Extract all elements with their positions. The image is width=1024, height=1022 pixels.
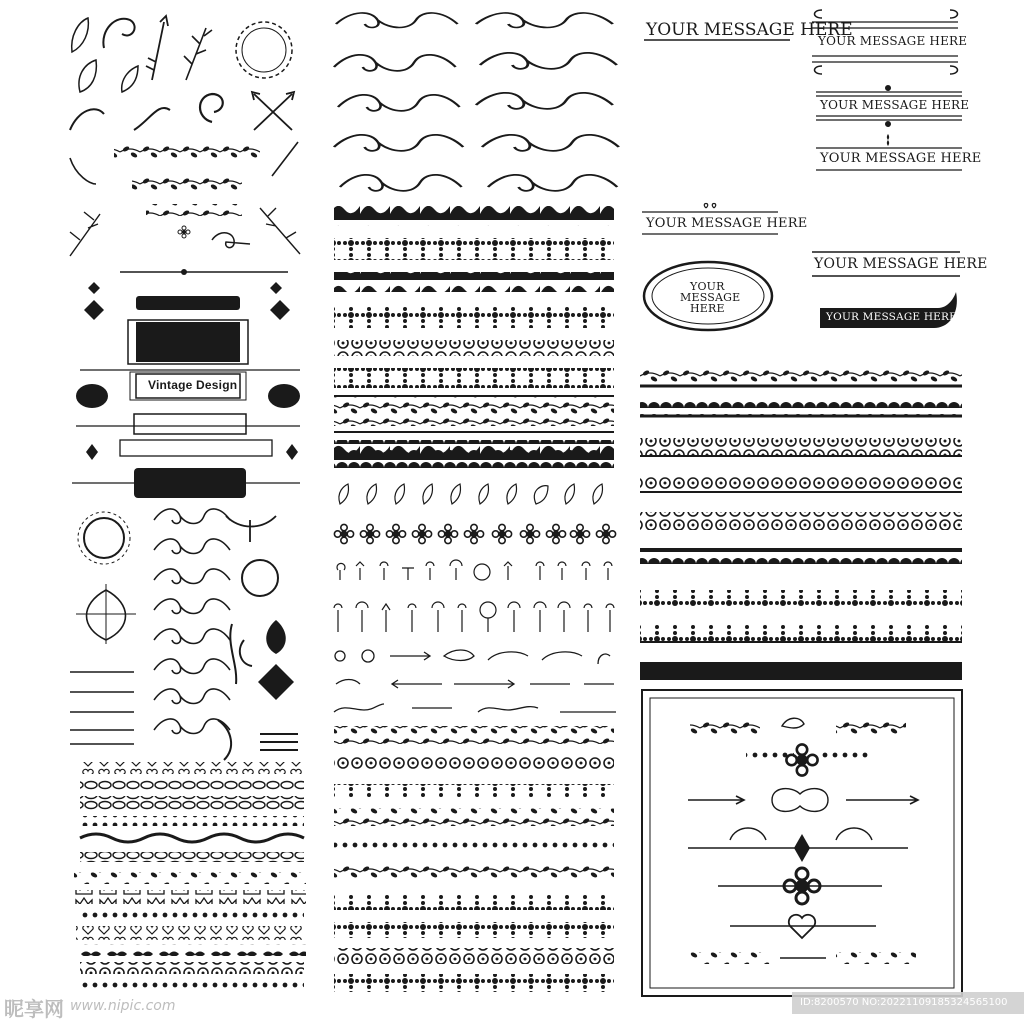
frame-dividers xyxy=(688,718,918,964)
message-title: YOUR MESSAGE HERE xyxy=(646,20,853,40)
branch-icon xyxy=(184,28,212,80)
message-label-1: YOUR MESSAGE HERE xyxy=(818,34,968,48)
crown-icon xyxy=(70,890,306,904)
message-label-2: YOUR MESSAGE HERE xyxy=(820,98,970,112)
branch-icon xyxy=(260,208,300,254)
crossed-arrows-icon xyxy=(252,92,294,130)
left-column xyxy=(70,16,306,990)
leaf-icon xyxy=(122,66,138,92)
message-label-4: YOUR MESSAGE HERE xyxy=(646,216,808,231)
flower-icon xyxy=(334,524,615,543)
flower-icon xyxy=(178,226,190,238)
leaf-icon xyxy=(72,18,89,52)
message-label-5: YOUR MESSAGE HERE xyxy=(814,256,988,272)
branch-icon xyxy=(272,142,298,176)
swirl-icon xyxy=(200,94,223,122)
mustache-icon xyxy=(76,944,306,956)
vintage-label: Vintage Design xyxy=(148,378,238,392)
fleur-de-lis-icon xyxy=(887,134,889,146)
laurel-wreath-icon xyxy=(236,22,292,78)
watermark-url: www.nipic.com xyxy=(70,998,176,1014)
heart-icon xyxy=(266,620,286,654)
branch-icon xyxy=(70,212,100,256)
swirl-icon xyxy=(103,19,134,48)
swirl-dividers xyxy=(334,13,619,191)
watermark-logo: 昵享网 xyxy=(4,997,64,1021)
watermark-id: ID:8200570 NO:20221109185324565100 xyxy=(800,997,1008,1008)
oval-label-1: YOUR xyxy=(690,280,725,293)
arrow-icon xyxy=(146,16,168,80)
ribbon-label: YOUR MESSAGE HERE xyxy=(826,311,958,323)
leaf-icon xyxy=(339,484,603,504)
oval-label-2: MESSAGE xyxy=(680,291,741,304)
message-label-3: YOUR MESSAGE HERE xyxy=(820,151,982,166)
swirl-icon xyxy=(154,509,230,734)
leaf-icon xyxy=(79,60,96,92)
middle-column xyxy=(334,13,619,992)
oval-label-3: HERE xyxy=(690,302,725,315)
swirl-icon xyxy=(70,108,170,130)
